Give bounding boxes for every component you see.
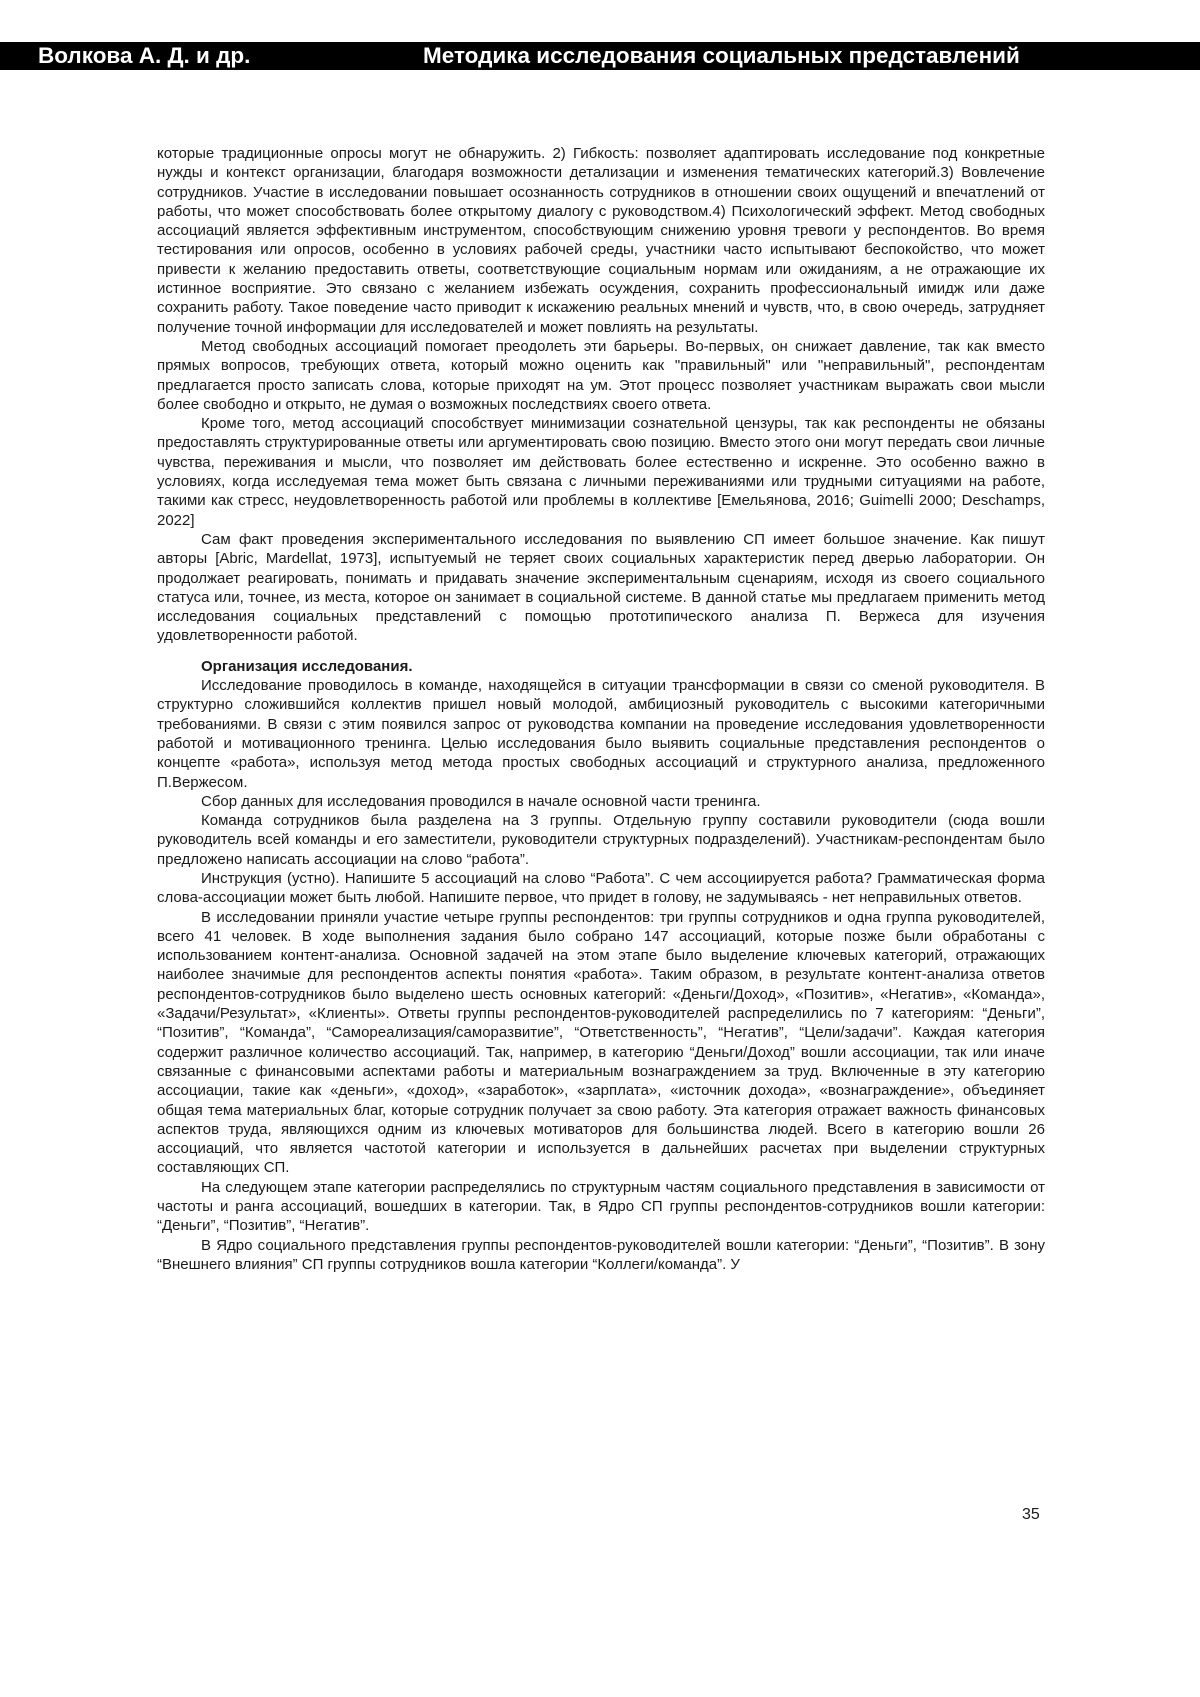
body-paragraph: Сам факт проведения экспериментального исследования по выявлению СП имеет большое значение. Как пишут авторы [Abric, Mardellat, 1973], испытуемый не теряет своих социальных характеристик перед дверью лаборатории. Он продолжает реагировать, понимать и придавать значение экспериментальным сценариям, исходя из своего социального статуса или, точнее, из места, которое он занимает в социальной системе. В данной статье мы предлагаем применить метод исследования социальных представлений с помощью прототипического анализа П. Вержеса для изучения удовлетворенности работой. [157, 530, 1045, 646]
section-paragraph: Инструкция (устно). Напишите 5 ассоциаций на слово “Работа”. С чем ассоциируется работа? Грамматическая форма слова-ассоциации может быть любой. Напишите первое, что придет в голову, не задумываясь - нет неправильных ответов. [157, 869, 1045, 908]
body-paragraph: Метод свободных ассоциаций помогает преодолеть эти барьеры. Во-первых, он снижает давление, так как вместо прямых вопросов, требующих ответа, который можно оценить как "правильный" или "неправильный", респондентам предлагается просто записать слова, которые приходят на ум. Этот процесс позволяет участникам выражать свои мысли более свободно и открыто, не думая о возможных последствиях своего ответа. [157, 337, 1045, 414]
body-paragraph: Кроме того, метод ассоциаций способствует минимизации сознательной цензуры, так как респонденты не обязаны предоставлять структурированные ответы или аргументировать свою позицию. Вместо этого они могут передать свои личные чувства, переживания и мысли, что позволяет им действовать более естественно и искренне. Это особенно важно в условиях, когда исследуемая тема может быть связана с личными переживаниями или трудными ситуациями на работе, такими как стресс, неудовлетворенность работой или проблемы в коллективе [Емельянова, 2016; Guimelli 2000; Deschamps, 2022] [157, 414, 1045, 530]
section-paragraph: В Ядро социального представления группы респондентов-руководителей вошли категории: “Деньги”, “Позитив”. В зону “Внешнего влияния” СП группы сотрудников вошла категории “Коллеги/команда”. У [157, 1236, 1045, 1275]
section-paragraph: Сбор данных для исследования проводился в начале основной части тренинга. [157, 792, 1045, 811]
section-paragraph: На следующем этапе категории распределялись по структурным частям социального представления в зависимости от частоты и ранга ассоциаций, вошедших в категории. Так, в Ядро СП группы респондентов-сотрудников вошли категории: “Деньги”, “Позитив”, “Негатив”. [157, 1178, 1045, 1236]
running-header [0, 42, 1200, 70]
section-paragraph: В исследовании приняли участие четыре группы респондентов: три группы сотрудников и одна группа руководителей, всего 41 человек. В ходе выполнения задания было собрано 147 ассоциаций, которые позже были обработаны с использованием контент-анализа. Основной задачей на этом этапе было выделение ключевых категорий, отражающих наиболее значимые для респондентов аспекты понятия «работа». Таким образом, в результате контент-анализа ответов респондентов-сотрудников было выделено шесть основных категорий: «Деньги/Доход», «Позитив», «Негатив», «Команда», «Задачи/Результат», «Клиенты». Ответы группы респондентов-руководителей распределились по 7 категориям: “Деньги”, “Позитив”, “Команда”, “Самореализация/саморазвитие”, “Ответственность”, “Негатив”, “Цели/задачи”. Каждая категория содержит различное количество ассоциаций. Так, например, в категорию “Деньги/Доход” вошли ассоциации, так или иначе связанные с финансовыми аспектами работы и материальным вознаграждением за труд. Включенные в эту категорию ассоциации, такие как «деньги», «доход», «заработок», «зарплата», «источник дохода», «вознаграждение», объединяет общая тема материальных благ, которые сотрудник получает за свою работу. Эта категория отражает важность финансовых аспектов труда, являющихся одним из ключевых мотиваторов для большинства людей. Всего в категорию вошли 26 ассоциаций, что является частотой категории и используется в дальнейших расчетах при выделении структурных составляющих СП. [157, 908, 1045, 1178]
section-paragraph: Исследование проводилось в команде, находящейся в ситуации трансформации в связи со сменой руководителя. В структурно сложившийся коллектив пришел новый молодой, амбициозный руководитель с высокими категоричными требованиями. В связи с этим появился запрос от руководства компании на проведение исследования удовлетворенности работой и мотивационного тренинга. Целью исследования было выявить социальные представления респондентов о концепте «работа», используя метод метода простых свободных ассоциаций и структурного анализа, предложенного П.Вержесом. [157, 676, 1045, 792]
body-paragraph: которые традиционные опросы могут не обнаружить. 2) Гибкость: позволяет адаптировать исследование под конкретные нужды и контекст организации, благодаря возможности детализации и изменения тематических категорий.3) Вовлечение сотрудников. Участие в исследовании повышает осознанность сотрудников в отношении своих ощущений и впечатлений от работы, что может способствовать более открытому диалогу с руководством.4) Психологический эффект. Метод свободных ассоциаций является эффективным инструментом, способствующим снижению уровня тревоги у респондентов. Во время тестирования или опросов, особенно в условиях рабочей среды, участники часто испытывают беспокойство, что может привести к желанию предоставить ответы, соответствующие социальным нормам или ожиданиям, а не отражающие их истинное восприятие. Это связано с желанием избежать осуждения, сохранить профессиональный имидж или даже сохранить работу. Такое поведение часто приводит к искажению реальных мнений и чувств, что, в свою очередь, затрудняет получение точной информации для исследователей и может повлиять на результаты. [157, 144, 1045, 337]
header-title: Методика исследования социальных представлений [423, 42, 1020, 70]
page-number: 35 [1022, 1505, 1040, 1525]
article-body [157, 144, 1045, 1274]
section-heading: Организация исследования. [157, 657, 1045, 676]
section-paragraph: Команда сотрудников была разделена на 3 группы. Отдельную группу составили руководители (сюда вошли руководитель всей команды и его заместители, руководители структурных подразделений). Участникам-респондентам было предложено написать ассоциации на слово “работа”. [157, 811, 1045, 869]
header-authors: Волкова А. Д. и др. [38, 42, 250, 70]
